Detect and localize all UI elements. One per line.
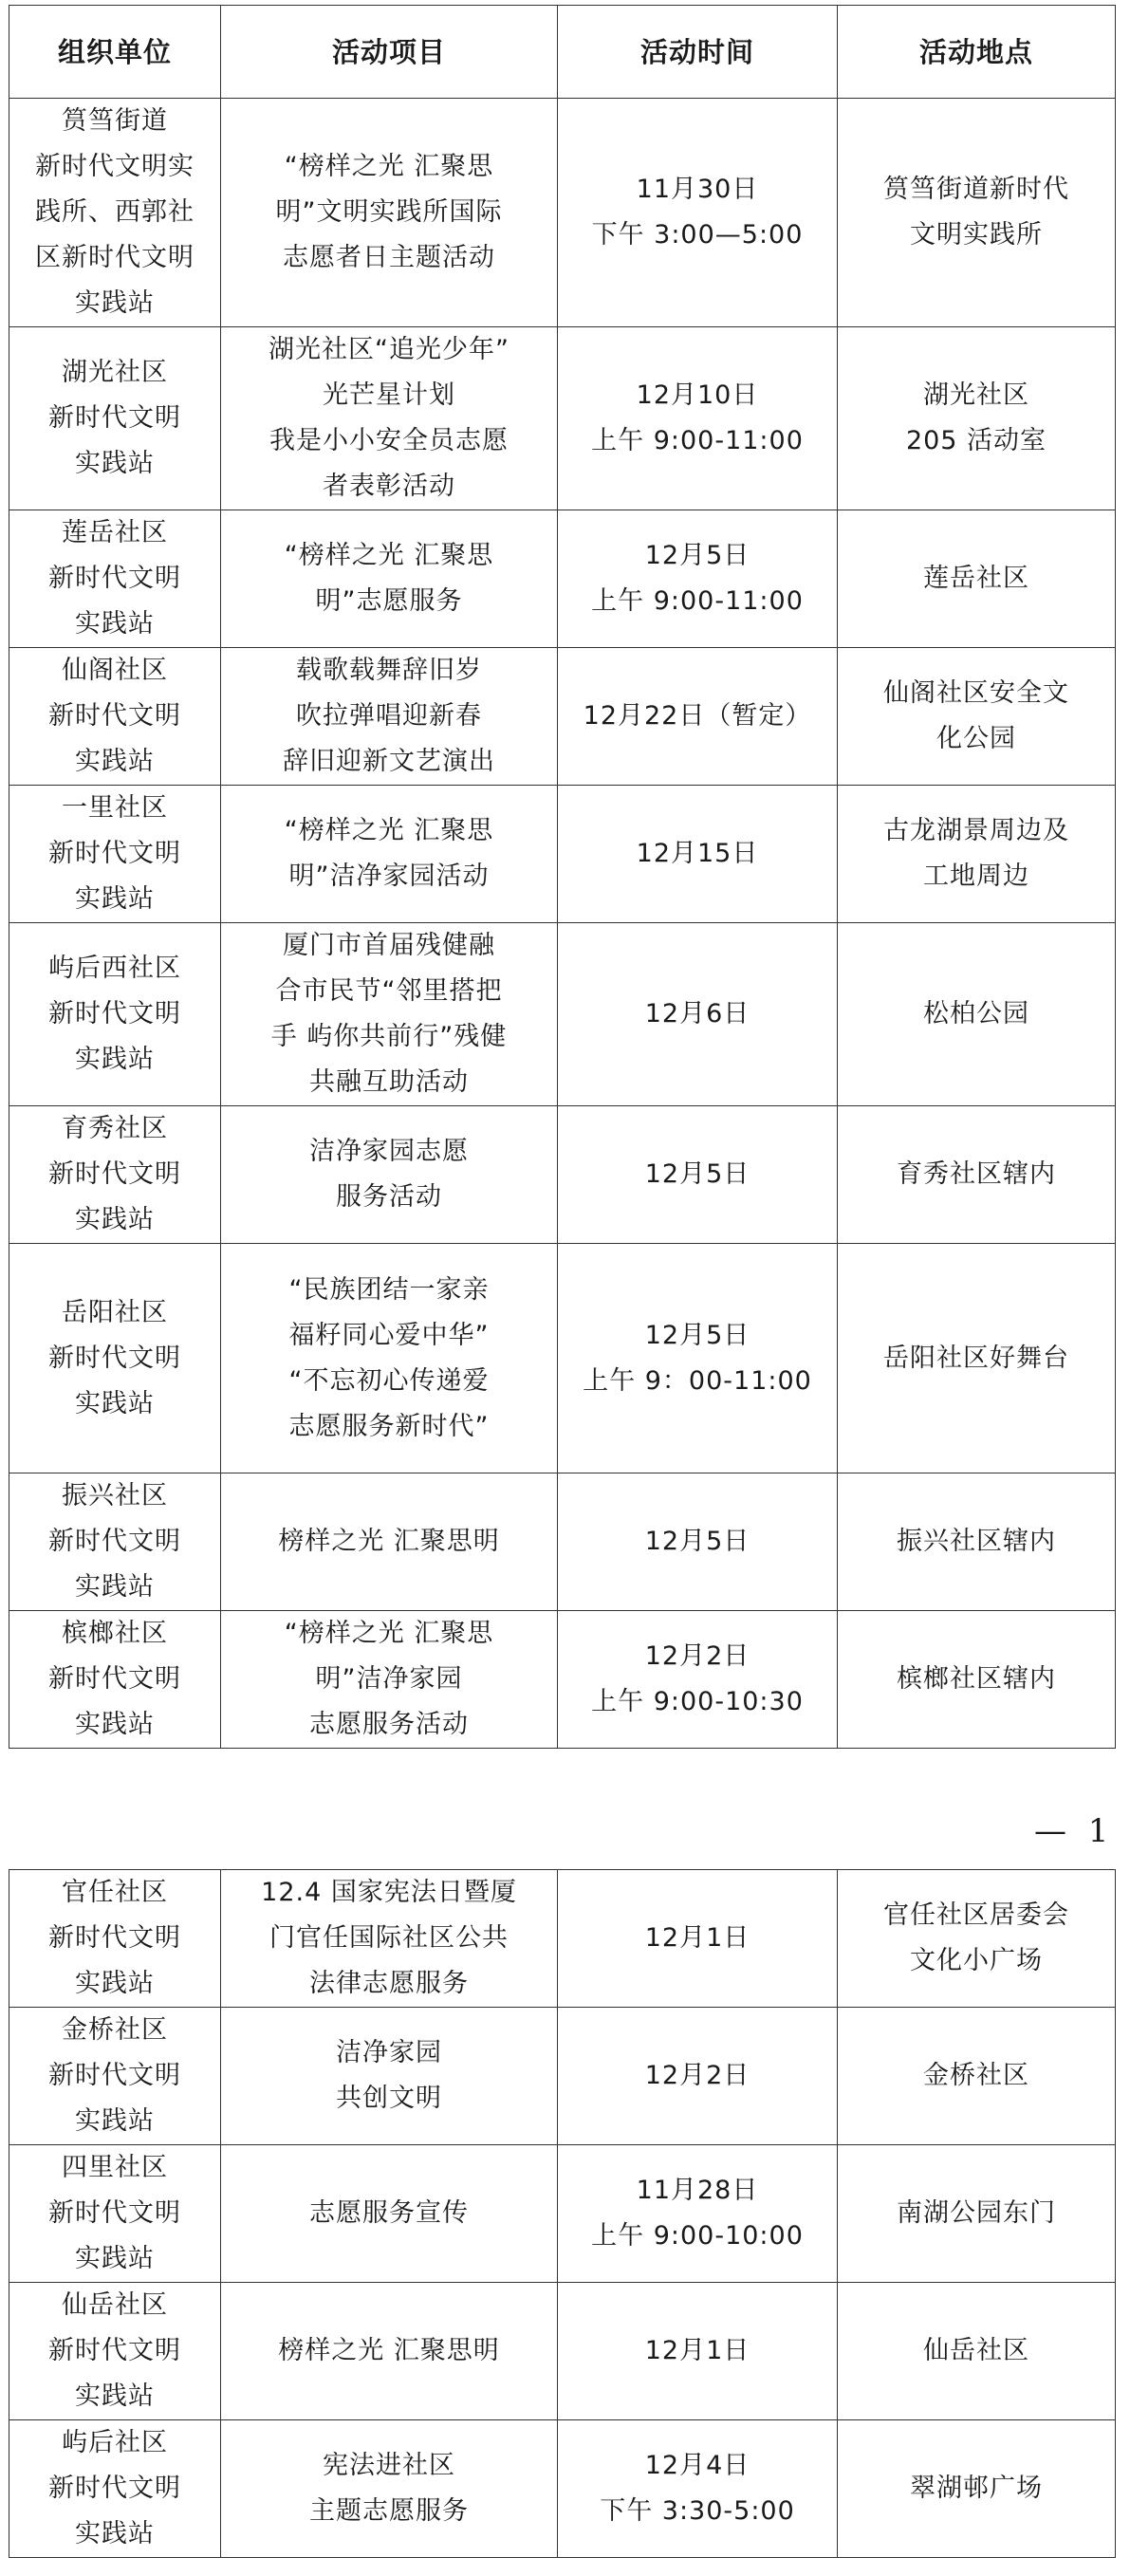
- header-org: 组织单位: [9, 6, 221, 99]
- table-row: [9, 1870, 1116, 2008]
- cell-text-line: 莲岳社区: [923, 564, 1029, 593]
- cell-text-line: “民族团结一家亲: [288, 1274, 490, 1305]
- cell-place: [838, 1870, 1116, 2008]
- table-row: [9, 1473, 1116, 1611]
- cell-text-line: 法律志愿服务: [309, 1969, 469, 1998]
- cell-time: [558, 1611, 838, 1749]
- cell-text-line: 12.4 国家宪法日暨厦: [261, 1878, 517, 1907]
- cell-time: [558, 923, 838, 1106]
- cell-text-line: 仙岳社区: [62, 2290, 168, 2320]
- cell-org: [9, 1870, 221, 2008]
- cell-text-line: 榜样之光 汇聚思明: [278, 2336, 500, 2365]
- cell-text-line: 实践站: [75, 2244, 155, 2273]
- cell-text-line: 12月22日（暂定）: [583, 701, 812, 731]
- cell-text-line: 实践站: [75, 1969, 155, 1998]
- cell-text-line: 新时代文明: [48, 1527, 181, 1556]
- cell-text-line: 共融互助活动: [309, 1067, 469, 1097]
- cell-place: [838, 923, 1116, 1106]
- table-row: [9, 786, 1116, 923]
- cell-text-line: 光芒星计划: [323, 380, 455, 410]
- cell-text-line: 新时代文明: [48, 1343, 181, 1373]
- cell-place: [838, 327, 1116, 510]
- cell-project: [221, 1106, 558, 1244]
- cell-text-line: 莲岳社区: [62, 518, 168, 547]
- cell-text-line: 上午 9:00-11:00: [591, 426, 804, 455]
- cell-text-line: 槟榔社区辖内: [897, 1664, 1056, 1694]
- cell-time: [558, 2145, 838, 2283]
- cell-text-line: 新时代文明: [48, 1923, 181, 1953]
- cell-text-line: 岳阳社区好舞台: [883, 1343, 1069, 1373]
- cell-org: [9, 1473, 221, 1611]
- cell-text-line: 四里社区: [62, 2153, 168, 2182]
- cell-text-line: 12月2日: [644, 2061, 750, 2090]
- cell-org: [9, 1106, 221, 1244]
- cell-text-line: 手 屿你共前行”残健: [270, 1022, 508, 1051]
- table-row: [9, 2008, 1116, 2145]
- cell-text-line: 明”文明实践所国际: [275, 197, 503, 227]
- cell-text-line: 仙阁社区: [62, 656, 168, 685]
- cell-org: [9, 2145, 221, 2283]
- cell-place: [838, 99, 1116, 327]
- cell-project: [221, 648, 558, 786]
- cell-project: [221, 923, 558, 1106]
- cell-text-line: 门官任国际社区公共: [269, 1923, 509, 1953]
- table-row: [9, 1106, 1116, 1244]
- cell-place: [838, 2283, 1116, 2420]
- cell-text-line: 实践站: [75, 1388, 155, 1418]
- cell-text-line: 文化小广场: [910, 1946, 1043, 1975]
- cell-time: [558, 2008, 838, 2145]
- cell-project: [221, 2283, 558, 2420]
- cell-text-line: 11月30日: [636, 175, 759, 204]
- cell-text-line: 翠湖邨广场: [910, 2474, 1043, 2503]
- cell-time: [558, 1106, 838, 1244]
- table-row: [9, 99, 1116, 327]
- cell-place: [838, 2420, 1116, 2558]
- cell-text-line: 共创文明: [336, 2084, 442, 2113]
- cell-text-line: 实践站: [75, 1710, 155, 1739]
- cell-org: [9, 99, 221, 327]
- cell-text-line: 实践站: [75, 2381, 155, 2411]
- cell-text-line: 新时代文明: [48, 2198, 181, 2228]
- cell-text-line: 新时代文明: [48, 1664, 181, 1694]
- cell-text-line: 我是小小安全员志愿: [269, 426, 509, 455]
- cell-project: [221, 1611, 558, 1749]
- table-row: [9, 923, 1116, 1106]
- cell-time: [558, 2420, 838, 2558]
- cell-org: [9, 648, 221, 786]
- table-row: [9, 327, 1116, 510]
- cell-text-line: 南湖公园东门: [897, 2198, 1056, 2228]
- cell-project: [221, 786, 558, 923]
- cell-text-line: 振兴社区辖内: [897, 1527, 1056, 1556]
- cell-text-line: 志愿服务宣传: [309, 2198, 469, 2228]
- cell-text-line: 松柏公园: [923, 999, 1029, 1029]
- cell-text-line: 12月4日: [644, 2451, 750, 2480]
- header-project: 活动项目: [221, 6, 558, 99]
- cell-text-line: 新时代文明: [48, 2336, 181, 2365]
- cell-text-line: 辞旧迎新文艺演出: [283, 747, 495, 776]
- cell-text-line: 筼筜街道: [62, 106, 168, 136]
- cell-text-line: 官任社区居委会: [883, 1900, 1069, 1930]
- header-time: 活动时间: [558, 6, 838, 99]
- cell-text-line: 新时代文明: [48, 999, 181, 1029]
- cell-text-line: 振兴社区: [62, 1481, 168, 1510]
- cell-text-line: “不忘初心传递爱: [288, 1365, 490, 1396]
- cell-text-line: 屿后社区: [62, 2428, 168, 2457]
- cell-text-line: 吹拉弹唱迎新春: [296, 701, 482, 731]
- cell-text-line: 上午 9:00-10:00: [591, 2221, 804, 2251]
- cell-text-line: 实践站: [75, 609, 155, 639]
- cell-text-line: 实践站: [75, 2106, 155, 2136]
- cell-text-line: 下午 3:30-5:00: [600, 2496, 795, 2526]
- cell-text-line: 12月6日: [644, 999, 750, 1029]
- cell-text-line: 明”洁净家园活动: [288, 862, 490, 891]
- cell-place: [838, 2145, 1116, 2283]
- cell-place: [838, 1611, 1116, 1749]
- cell-text-line: 金桥社区: [923, 2061, 1029, 2090]
- cell-text-line: 实践站: [75, 1572, 155, 1602]
- cell-text-line: 载歌载舞辞旧岁: [296, 656, 482, 685]
- cell-project: [221, 1473, 558, 1611]
- cell-text-line: 合市民节“邻里搭把: [275, 976, 503, 1006]
- cell-project: [221, 1244, 558, 1473]
- cell-text-line: 育秀社区: [62, 1114, 168, 1143]
- cell-org: [9, 923, 221, 1106]
- cell-text-line: 实践站: [75, 747, 155, 776]
- cell-place: [838, 510, 1116, 648]
- cell-text-line: 新时代文明: [48, 839, 181, 868]
- cell-text-line: “榜样之光 汇聚思: [284, 541, 494, 570]
- cell-text-line: 屿后西社区: [48, 954, 181, 983]
- cell-text-line: 宪法进社区: [323, 2451, 455, 2480]
- cell-project: [221, 99, 558, 327]
- cell-text-line: 上午 9:00-11:00: [591, 586, 804, 616]
- cell-text-line: 志愿者日主题活动: [283, 243, 495, 272]
- cell-text-line: 区新时代文明: [35, 243, 195, 272]
- cell-org: [9, 510, 221, 648]
- cell-text-line: 仙岳社区: [923, 2336, 1029, 2365]
- cell-time: [558, 327, 838, 510]
- cell-text-line: 践所、西郭社: [35, 197, 195, 227]
- cell-text-line: 新时代文明: [48, 564, 181, 593]
- cell-text-line: 槟榔社区: [62, 1619, 168, 1648]
- cell-text-line: 湖光社区: [923, 380, 1029, 410]
- cell-text-line: 12月2日: [644, 1641, 750, 1671]
- cell-text-line: 实践站: [75, 884, 155, 914]
- cell-org: [9, 2283, 221, 2420]
- cell-place: [838, 1244, 1116, 1473]
- cell-text-line: 12月5日: [644, 541, 750, 570]
- cell-text-line: 者表彰活动: [323, 472, 455, 501]
- table-header-row: [9, 6, 1116, 99]
- cell-text-line: 实践站: [75, 449, 155, 478]
- table-row: [9, 2283, 1116, 2420]
- cell-text-line: 新时代文明: [48, 403, 181, 433]
- cell-place: [838, 648, 1116, 786]
- cell-text-line: 岳阳社区: [62, 1297, 168, 1327]
- cell-time: [558, 1244, 838, 1473]
- cell-org: [9, 786, 221, 923]
- cell-place: [838, 1106, 1116, 1244]
- cell-time: [558, 1473, 838, 1611]
- cell-text-line: “榜样之光 汇聚思: [284, 1619, 494, 1648]
- cell-text-line: 实践站: [75, 2519, 155, 2548]
- cell-text-line: 榜样之光 汇聚思明: [278, 1527, 500, 1556]
- cell-text-line: 仙阁社区安全文: [883, 678, 1069, 708]
- cell-text-line: 上午 9:00-10:30: [591, 1687, 804, 1716]
- cell-text-line: 12月10日: [636, 380, 759, 410]
- cell-text-line: 主题志愿服务: [309, 2496, 469, 2526]
- cell-time: [558, 2283, 838, 2420]
- table-row: [9, 2420, 1116, 2558]
- cell-text-line: 新时代文明实: [35, 152, 195, 181]
- table-row: [9, 1611, 1116, 1749]
- cell-text-line: 古龙湖景周边及: [883, 816, 1069, 845]
- cell-text-line: 筼筜街道新时代: [883, 175, 1069, 204]
- cell-text-line: 新时代文明: [48, 2474, 181, 2503]
- cell-time: [558, 1870, 838, 2008]
- cell-text-line: 洁净家园志愿: [309, 1137, 469, 1166]
- cell-text-line: 厦门市首届残健融: [283, 931, 495, 960]
- cell-text-line: 12月5日: [644, 1159, 750, 1189]
- cell-text-line: 12月1日: [644, 1923, 750, 1953]
- cell-text-line: 化公园: [936, 724, 1016, 753]
- cell-text-line: 新时代文明: [48, 1159, 181, 1189]
- cell-text-line: 11月28日: [636, 2176, 759, 2205]
- cell-text-line: 文明实践所: [910, 220, 1043, 250]
- cell-text-line: 工地周边: [923, 862, 1029, 891]
- cell-text-line: 金桥社区: [62, 2015, 168, 2045]
- cell-text-line: 新时代文明: [48, 2061, 181, 2090]
- cell-time: [558, 510, 838, 648]
- cell-text-line: 一里社区: [62, 793, 168, 823]
- cell-text-line: “榜样之光 汇聚思: [284, 816, 494, 845]
- cell-text-line: 12月1日: [644, 2336, 750, 2365]
- cell-text-line: 明”洁净家园: [315, 1664, 463, 1694]
- table-row: [9, 648, 1116, 786]
- cell-text-line: 实践站: [75, 1205, 155, 1234]
- cell-text-line: 205 活动室: [905, 426, 1047, 455]
- activity-table-page-1: [9, 5, 1116, 1749]
- cell-project: [221, 2008, 558, 2145]
- cell-place: [838, 1473, 1116, 1611]
- cell-text-line: 育秀社区辖内: [897, 1159, 1056, 1189]
- cell-org: [9, 2420, 221, 2558]
- page-number: — 1: [1034, 1812, 1115, 1850]
- cell-project: [221, 510, 558, 648]
- cell-org: [9, 2008, 221, 2145]
- cell-project: [221, 1870, 558, 2008]
- cell-text-line: 上午 9：00-11:00: [583, 1365, 812, 1396]
- cell-text-line: 12月5日: [644, 1320, 750, 1350]
- cell-project: [221, 2145, 558, 2283]
- cell-text-line: 服务活动: [336, 1182, 442, 1212]
- cell-place: [838, 786, 1116, 923]
- cell-text-line: 实践站: [75, 1045, 155, 1074]
- header-place: 活动地点: [838, 6, 1116, 99]
- activity-table-page-2: [9, 1869, 1116, 2558]
- cell-time: [558, 786, 838, 923]
- cell-text-line: 志愿服务活动: [309, 1710, 469, 1739]
- table-row: [9, 510, 1116, 648]
- cell-text-line: 12月15日: [636, 839, 759, 868]
- cell-text-line: 12月5日: [644, 1527, 750, 1556]
- cell-text-line: 洁净家园: [336, 2038, 442, 2067]
- cell-text-line: 下午 3:00—5:00: [591, 220, 804, 250]
- cell-org: [9, 1244, 221, 1473]
- cell-org: [9, 1611, 221, 1749]
- cell-time: [558, 648, 838, 786]
- cell-text-line: 新时代文明: [48, 701, 181, 731]
- cell-project: [221, 327, 558, 510]
- table-row: [9, 2145, 1116, 2283]
- cell-time: [558, 99, 838, 327]
- cell-text-line: 湖光社区“追光少年”: [269, 335, 509, 364]
- cell-place: [838, 2008, 1116, 2145]
- cell-text-line: 实践站: [75, 288, 155, 318]
- cell-text-line: 明”志愿服务: [315, 586, 463, 616]
- cell-text-line: 福籽同心爱中华”: [288, 1320, 490, 1350]
- cell-text-line: “榜样之光 汇聚思: [284, 152, 494, 181]
- cell-text-line: 官任社区: [62, 1878, 168, 1907]
- cell-project: [221, 2420, 558, 2558]
- cell-text-line: 志愿服务新时代”: [288, 1411, 490, 1441]
- cell-text-line: 湖光社区: [62, 358, 168, 387]
- table-row: [9, 1244, 1116, 1473]
- cell-org: [9, 327, 221, 510]
